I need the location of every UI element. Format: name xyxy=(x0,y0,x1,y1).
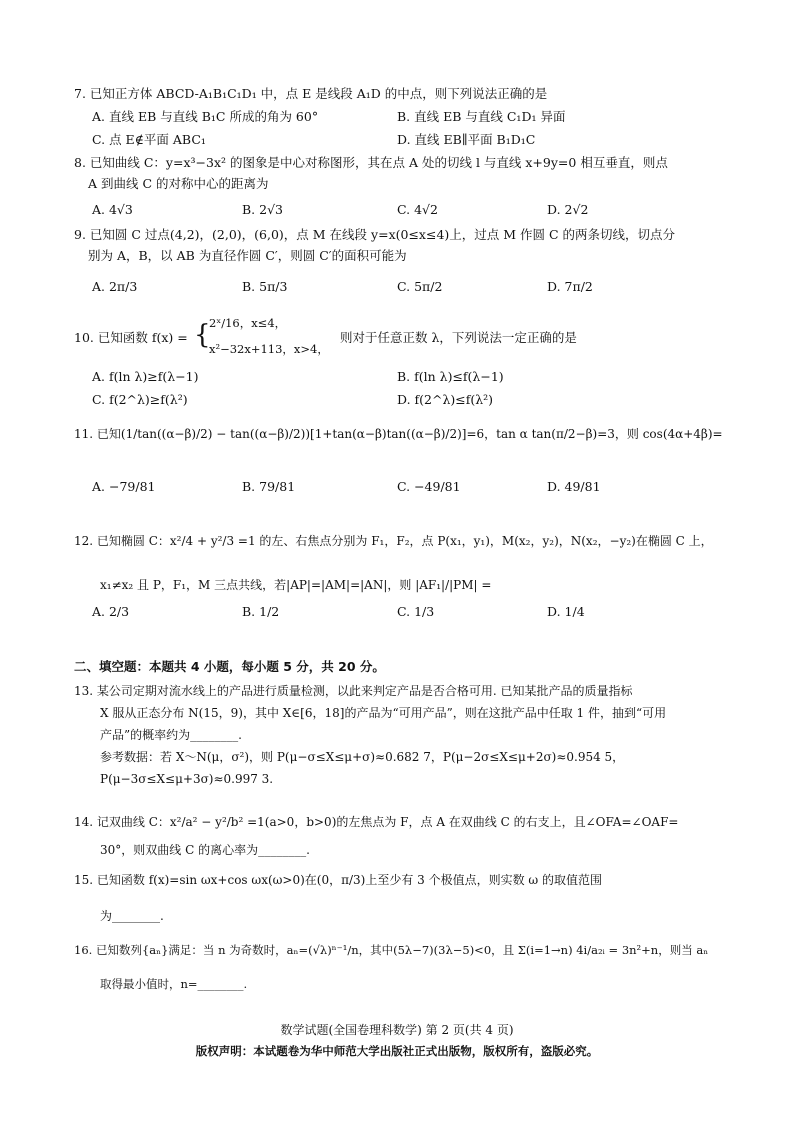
q16-line1: 16. 已知数列{aₙ}满足：当 n 为奇数时，aₙ=(√λ)ⁿ⁻¹/n，其中(5λ−7)(3λ−5)<0，且 Σ(i=1→n) 4i/a₂ᵢ = 3n²+n，则当 aₙ xyxy=(74,943,709,957)
q14-line1: 14. 记双曲线 C：x²/a² − y²/b² =1(a>0，b>0)的左焦点为 F，点 A 在双曲线 C 的右支上，且∠OFA=∠OAF= xyxy=(74,815,679,829)
q13-line1: 13. 某公司定期对流水线上的产品进行质量检测，以此来判定产品是否合格可用. 已知某批产品的质量指标 xyxy=(74,684,633,698)
q10-brace: { xyxy=(194,320,211,350)
q8-option-b: B. 2√3 xyxy=(242,202,284,217)
q12-stem-line2: x₁≠x₂ 且 P，F₁，M 三点共线，若|AP|=|AM|=|AN|，则 |AF₁|/|PM| = xyxy=(100,578,492,592)
q9-stem-line1: 9. 已知圆 C 过点(4,2)，(2,0)，(6,0)，点 M 在线段 y=x(0≤x≤4)上，过点 M 作圆 C 的两条切线，切点分 xyxy=(74,227,676,242)
q11-option-b: B. 79/81 xyxy=(242,479,296,494)
q13-line2: X 服从正态分布 N(15，9)，其中 X∈[6，18]的产品为“可用产品”，则在这批产品中任取 1 件，抽到“可用 xyxy=(100,706,667,720)
q15-line2: 为________. xyxy=(100,909,164,923)
q9-stem-line2: 别为 A，B，以 AB 为直径作圆 C′，则圆 C′的面积可能为 xyxy=(88,248,407,263)
q10-option-a: A. f(ln λ)≥f(λ−1) xyxy=(92,369,199,384)
q12-option-c: C. 1/3 xyxy=(397,604,435,619)
q10-option-c: C. f(2^λ)≥f(λ²) xyxy=(92,392,188,407)
q7-option-a: A. 直线 EB 与直线 B₁C 所成的角为 60° xyxy=(92,109,319,124)
copyright-notice: 版权声明：本试题卷为华中师范大学出版社正式出版物，版权所有，盗版必究。 xyxy=(195,1044,599,1058)
question-7 xyxy=(74,83,734,104)
q9-option-a: A. 2π/3 xyxy=(92,279,138,294)
q9-option-b: B. 5π/3 xyxy=(242,279,288,294)
q12-option-b: B. 1/2 xyxy=(242,604,280,619)
q12-option-d: D. 1/4 xyxy=(547,604,585,619)
q10-option-d: D. f(2^λ)≤f(λ²) xyxy=(397,392,494,407)
q10-stem-pre: 10. 已知函数 f(x) = xyxy=(74,330,188,345)
q10-case2: x²−32x+113，x>4， xyxy=(209,342,329,356)
q7-option-c: C. 点 E∉平面 ABC₁ xyxy=(92,132,206,147)
q8-option-a: A. 4√3 xyxy=(92,202,133,217)
q10-case1: 2ˣ/16，x≤4， xyxy=(209,316,287,330)
question-15 xyxy=(74,862,734,934)
q12-stem-line1: 12. 已知椭圆 C：x²/4 + y²/3 =1 的左、右焦点分别为 F₁，F₂，点 P(x₁，y₁)，M(x₂，y₂)，N(x₂，−y₂)在椭圆 C 上， xyxy=(74,534,713,548)
q11-option-d: D. 49/81 xyxy=(547,479,601,494)
q15-line1: 15. 已知函数 f(x)=sin ωx+cos ωx(ω>0)在(0，π/3)上至少有 3 个极值点，则实数 ω 的取值范围 xyxy=(74,873,603,887)
q13-line3: 产品”的概率约为________. xyxy=(100,728,242,742)
page-footer: 数学试题(全国卷理科数学) 第 2 页(共 4 页) xyxy=(280,1023,514,1037)
q7-stem: 7. 已知正方体 ABCD-A₁B₁C₁D₁ 中，点 E 是线段 A₁D 的中点，则下列说法正确的是 xyxy=(74,86,548,101)
q16-line2: 取得最小值时，n=________. xyxy=(100,977,248,991)
q8-stem-line1: 8. 已知曲线 C：y=x³−3x² 的图象是中心对称图形，其在点 A 处的切线 l 与直线 x+9y=0 相互垂直，则点 xyxy=(74,155,668,170)
q11-stem: 11. 已知(1/tan((α−β)/2) − tan((α−β)/2))[1+tan(α−β)tan((α−β)/2)]=6，tan α tan(π/2−β)=3，则 cos(4α+4β)= xyxy=(74,427,723,441)
q9-option-c: C. 5π/2 xyxy=(397,279,443,294)
question-11 xyxy=(74,424,734,445)
q11-option-a: A. −79/81 xyxy=(92,479,156,494)
question-14 xyxy=(74,808,734,864)
q7-option-d: D. 直线 EB∥平面 B₁D₁C xyxy=(397,132,536,147)
q8-option-d: D. 2√2 xyxy=(547,202,589,217)
q11-option-c: C. −49/81 xyxy=(397,479,461,494)
section-2-heading: 二、填空题：本题共 4 小题，每小题 5 分，共 20 分。 xyxy=(74,659,385,674)
q8-option-c: C. 4√2 xyxy=(397,202,438,217)
question-13 xyxy=(74,680,734,790)
q10-stem-post: 则对于任意正数 λ，下列说法一定正确的是 xyxy=(340,330,577,345)
q8-stem-line2: A 到曲线 C 的对称中心的距离为 xyxy=(88,176,269,191)
q13-line4: 参考数据：若 X～N(μ，σ²)，则 P(μ−σ≤X≤μ+σ)≈0.682 7，P(μ−2σ≤X≤μ+2σ)≈0.954 5， xyxy=(100,750,625,764)
question-12 xyxy=(74,519,734,607)
q9-option-d: D. 7π/2 xyxy=(547,279,593,294)
q12-option-a: A. 2/3 xyxy=(92,604,130,619)
question-10 xyxy=(74,313,734,363)
question-8 xyxy=(74,152,734,194)
q7-option-b: B. 直线 EB 与直线 C₁D₁ 异面 xyxy=(397,109,566,124)
q13-line5: P(μ−3σ≤X≤μ+3σ)≈0.997 3. xyxy=(100,772,274,786)
q14-line2: 30°，则双曲线 C 的离心率为________. xyxy=(100,843,310,857)
q10-option-b: B. f(ln λ)≤f(λ−1) xyxy=(397,369,504,384)
question-9 xyxy=(74,224,734,266)
question-16 xyxy=(74,933,734,1001)
